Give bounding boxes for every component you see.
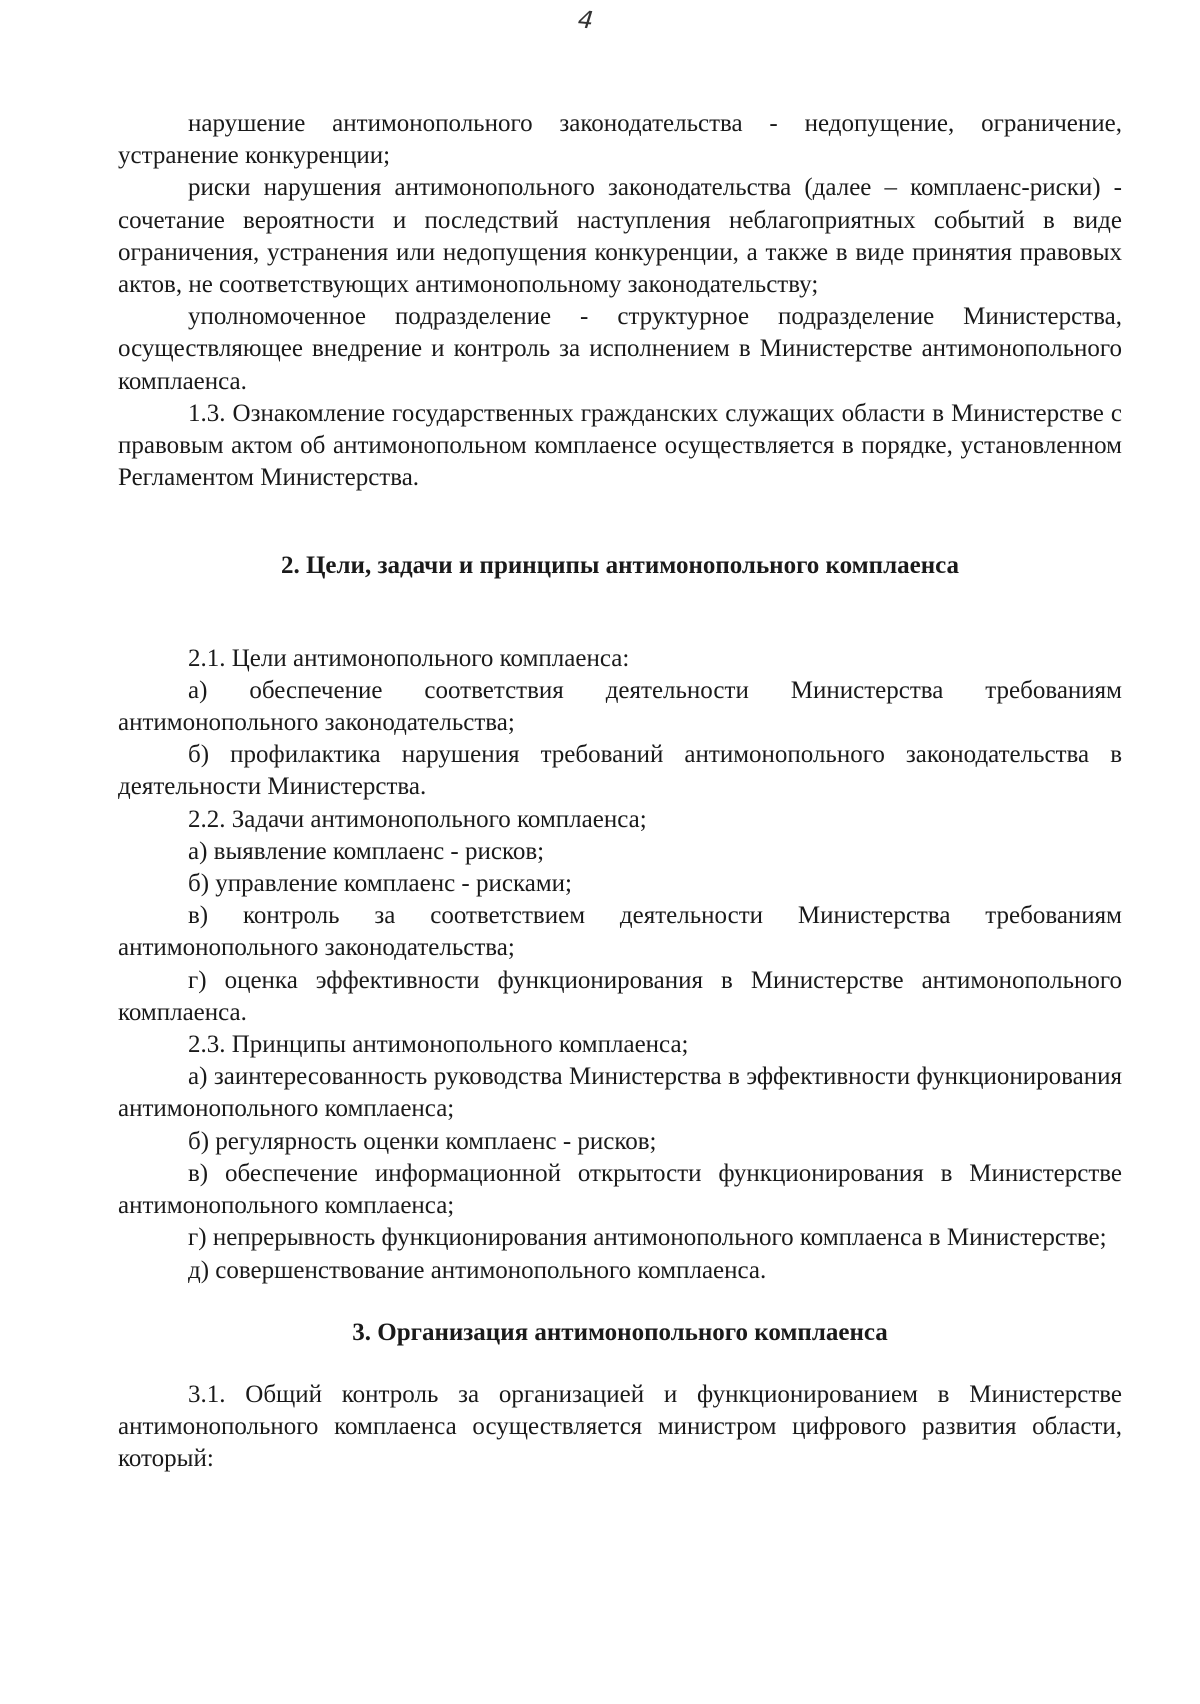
document-body	[118, 108, 1122, 1476]
paragraph-2-1: 2.1. Цели антимонопольного комплаенса:	[188, 644, 630, 672]
list-item: а) выявление комплаенс - рисков;	[188, 837, 545, 865]
paragraph-1-3: 1.3. Ознакомление государственных гражданских служащих области в Министерстве с правовым актом об антимонопольном комплаенсе осуществляется в порядке, установленном Регламентом Министерства.	[118, 399, 1122, 492]
section-2-heading: 2. Цели, задачи и принципы антимонопольного комплаенса	[280, 552, 960, 580]
paragraph-3-1: 3.1. Общий контроль за организацией и функционированием в Министерстве антимонопольного комплаенса осуществляется министром цифрового развития области, который:	[118, 1380, 1122, 1473]
list-item: в) обеспечение информационной открытости функционирования в Министерстве антимонопольного комплаенса;	[118, 1159, 1122, 1220]
list-item: г) оценка эффективности функционирования в Министерстве антимонопольного комплаенса.	[118, 966, 1122, 1026]
list-item: б) профилактика нарушения требований антимонопольного законодательства в деятельности Министерства.	[118, 741, 1122, 801]
list-item: а) обеспечение соответствия деятельности Министерства требованиям антимонопольного законодательства;	[118, 676, 1122, 737]
page-number: 4	[576, 5, 595, 35]
section-3-heading: 3. Организация антимонопольного комплаенса	[352, 1318, 888, 1346]
list-item: а) заинтересованность руководства Министерства в эффективности функционирования антимонопольного комплаенса;	[118, 1063, 1122, 1123]
definition-paragraph: риски нарушения антимонопольного законодательства (далее – комплаенс-риски) - сочетание вероятности и последствий наступления неблагоприятных событий в виде ограничения, устранения или недопущения конкуренции, а также в виде принятия правовых актов, не соответствующих антимонопольному законодательству;	[118, 174, 1122, 299]
definition-paragraph: нарушение антимонопольного законодательства - недопущение, ограничение, устранение конкуренции;	[118, 110, 1122, 170]
list-item: д) совершенствование антимонопольного комплаенса.	[188, 1256, 767, 1284]
list-item: г) непрерывность функционирования антимонопольного комплаенса в Министерстве;	[188, 1224, 1107, 1252]
definition-paragraph: уполномоченное подразделение - структурное подразделение Министерства, осуществляющее внедрение и контроль за исполнением в Министерстве антимонопольного комплаенса.	[118, 303, 1122, 395]
paragraph-2-3: 2.3. Принципы антимонопольного комплаенса;	[188, 1031, 689, 1059]
list-item: б) управление комплаенс - рисками;	[188, 870, 572, 898]
list-item: в) контроль за соответствием деятельности Министерства требованиям антимонопольного законодательства;	[118, 902, 1122, 962]
list-item: б) регулярность оценки комплаенс - рисков;	[188, 1127, 657, 1155]
paragraph-2-2: 2.2. Задачи антимонопольного комплаенса;	[188, 805, 647, 833]
